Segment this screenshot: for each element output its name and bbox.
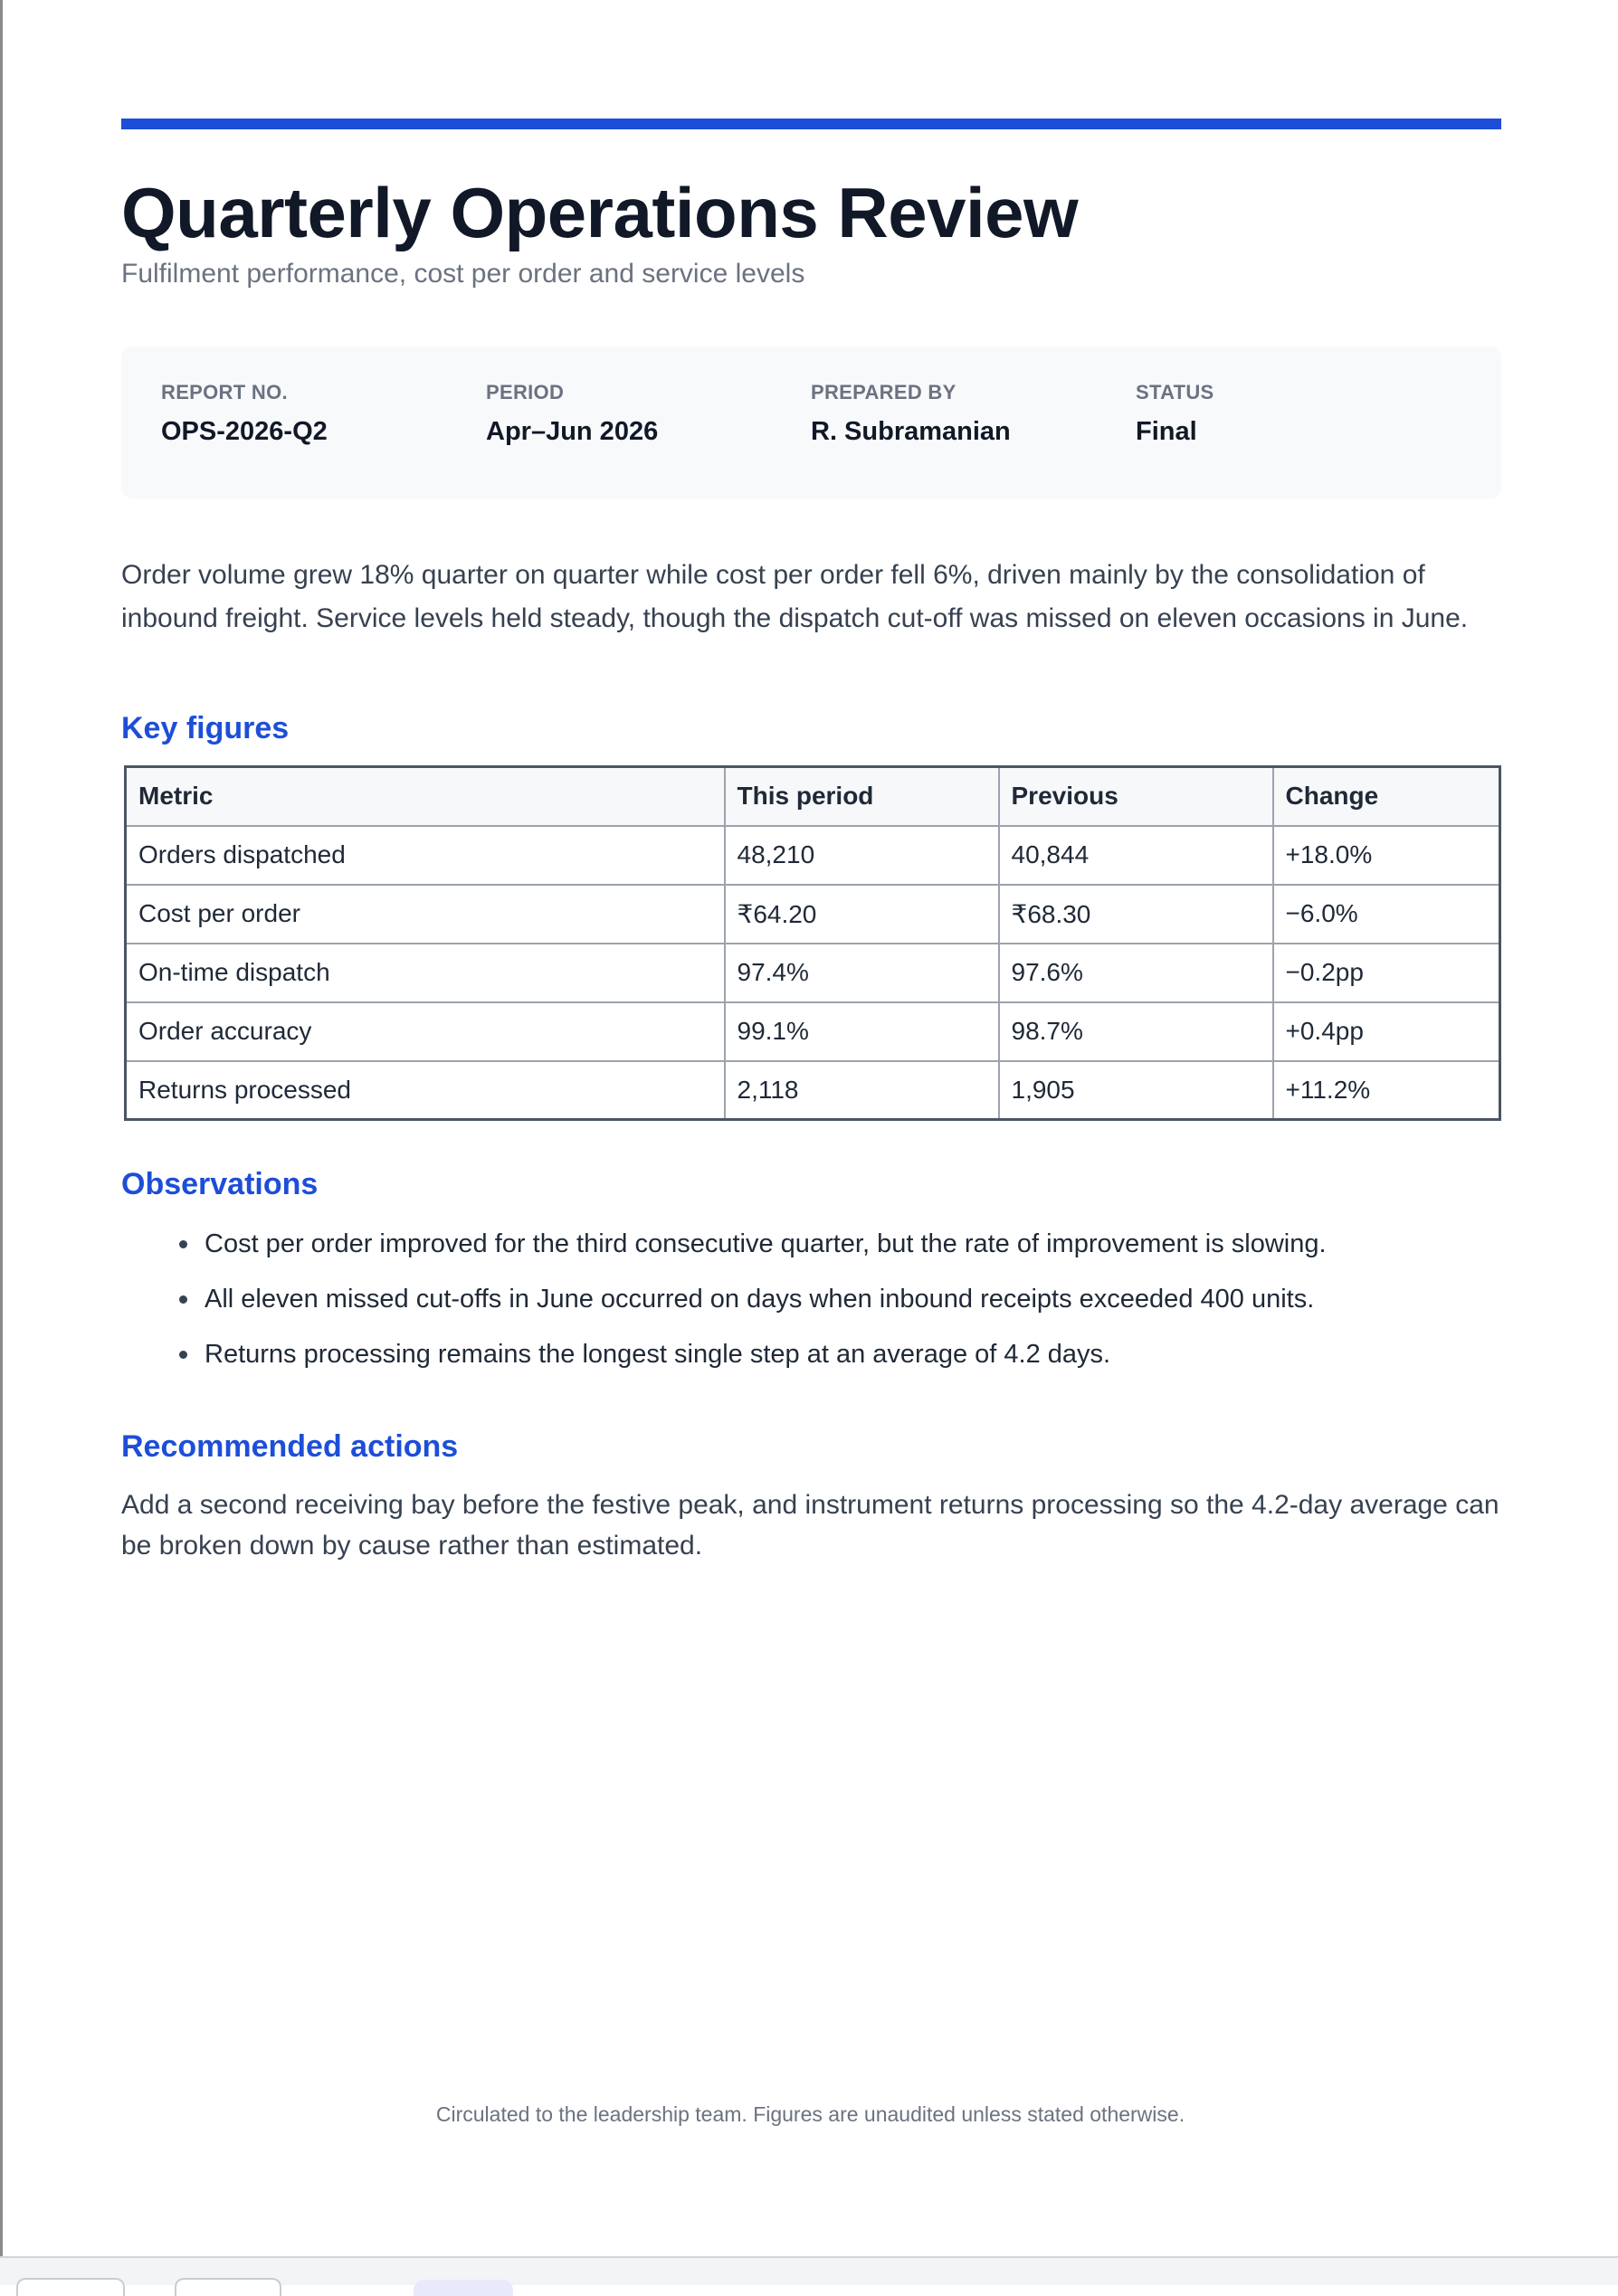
table-cell: Orders dispatched — [126, 826, 725, 885]
table-cell: +0.4pp — [1273, 1002, 1500, 1061]
recommended-actions-text: Add a second receiving bay before the festive peak, and instrument returns processing so the 4.2-day average can be broken down by cause rather than estimated. — [121, 1490, 1499, 1561]
table-cell: ₹68.30 — [999, 885, 1273, 944]
toolbar-tab[interactable] — [414, 2280, 513, 2296]
meta-status — [1136, 381, 1214, 447]
table-cell: Cost per order — [126, 885, 725, 944]
toolbar-button[interactable] — [16, 2278, 125, 2296]
column-header: This period — [725, 767, 999, 826]
list-item-text: Returns processing remains the longest single step at an average of 4.2 days. — [205, 1340, 1111, 1369]
document-page — [3, 0, 1618, 2256]
meta-value: R. Subramanian — [811, 417, 1011, 446]
table-row — [126, 885, 1500, 944]
list-item-text: All eleven missed cut-offs in June occurred on days when inbound receipts exceeded 400 units. — [205, 1285, 1315, 1314]
table-cell: Returns processed — [126, 1061, 725, 1120]
page-subtitle: Fulfilment performance, cost per order and service levels — [121, 259, 805, 289]
bottom-toolbar — [0, 2256, 1618, 2285]
table-cell: ₹64.20 — [725, 885, 999, 944]
meta-value: Apr–Jun 2026 — [486, 417, 659, 446]
table-cell: −6.0% — [1273, 885, 1500, 944]
footer-note: Circulated to the leadership team. Figures are unaudited unless stated otherwise. — [435, 2102, 1185, 2126]
table-row — [126, 1002, 1500, 1061]
table-row — [126, 826, 1500, 885]
meta-label: REPORT NO. — [161, 381, 288, 403]
meta-period — [486, 381, 658, 447]
table-cell: 99.1% — [725, 1002, 999, 1061]
column-header: Previous — [999, 767, 1273, 826]
column-header: Change — [1273, 767, 1500, 826]
meta-label: PERIOD — [486, 381, 565, 403]
table-cell: 98.7% — [999, 1002, 1273, 1061]
list-item-text: Cost per order improved for the third consecutive quarter, but the rate of improvement is slowing. — [205, 1229, 1327, 1258]
observations-heading: Observations — [121, 1167, 319, 1201]
table-cell: 40,844 — [999, 826, 1273, 885]
table-cell: On-time dispatch — [126, 944, 725, 1002]
meta-report-no — [161, 381, 328, 447]
key-figures-table — [124, 765, 1501, 1121]
list-item — [121, 1336, 1506, 1372]
key-figures-heading: Key figures — [121, 711, 290, 745]
list-item — [121, 1281, 1506, 1317]
page-title: Quarterly Operations Review — [121, 173, 1079, 252]
bullet-icon — [179, 1240, 187, 1248]
bullet-icon — [179, 1351, 187, 1359]
table-cell: +18.0% — [1273, 826, 1500, 885]
table-cell: −0.2pp — [1273, 944, 1500, 1002]
observations-list — [121, 1226, 1506, 1391]
column-header: Metric — [126, 767, 725, 826]
meta-value: Final — [1136, 417, 1197, 446]
list-item — [121, 1226, 1506, 1262]
table-cell: 97.4% — [725, 944, 999, 1002]
meta-prepared-by — [811, 381, 1011, 447]
recommended-actions-heading: Recommended actions — [121, 1429, 459, 1464]
meta-label: STATUS — [1136, 381, 1214, 403]
accent-bar — [121, 119, 1501, 129]
table-row — [126, 944, 1500, 1002]
table-cell: 48,210 — [725, 826, 999, 885]
toolbar-button[interactable] — [175, 2278, 281, 2296]
table-cell: 2,118 — [725, 1061, 999, 1120]
meta-label: PREPARED BY — [811, 381, 957, 403]
report-meta-panel — [121, 346, 1501, 498]
table-cell: 97.6% — [999, 944, 1273, 1002]
bullet-icon — [179, 1295, 187, 1304]
table-row — [126, 1061, 1500, 1120]
intro-paragraph: Order volume grew 18% quarter on quarter while cost per order fell 6%, driven mainly by the consolidation of inbound freight. Service levels held steady, though the dispatch cut-off was missed on eleven occasions in June. — [121, 560, 1469, 633]
table-cell: +11.2% — [1273, 1061, 1500, 1120]
table-header-row — [126, 767, 1500, 826]
meta-value: OPS-2026-Q2 — [161, 417, 328, 446]
table-cell: Order accuracy — [126, 1002, 725, 1061]
table-cell: 1,905 — [999, 1061, 1273, 1120]
